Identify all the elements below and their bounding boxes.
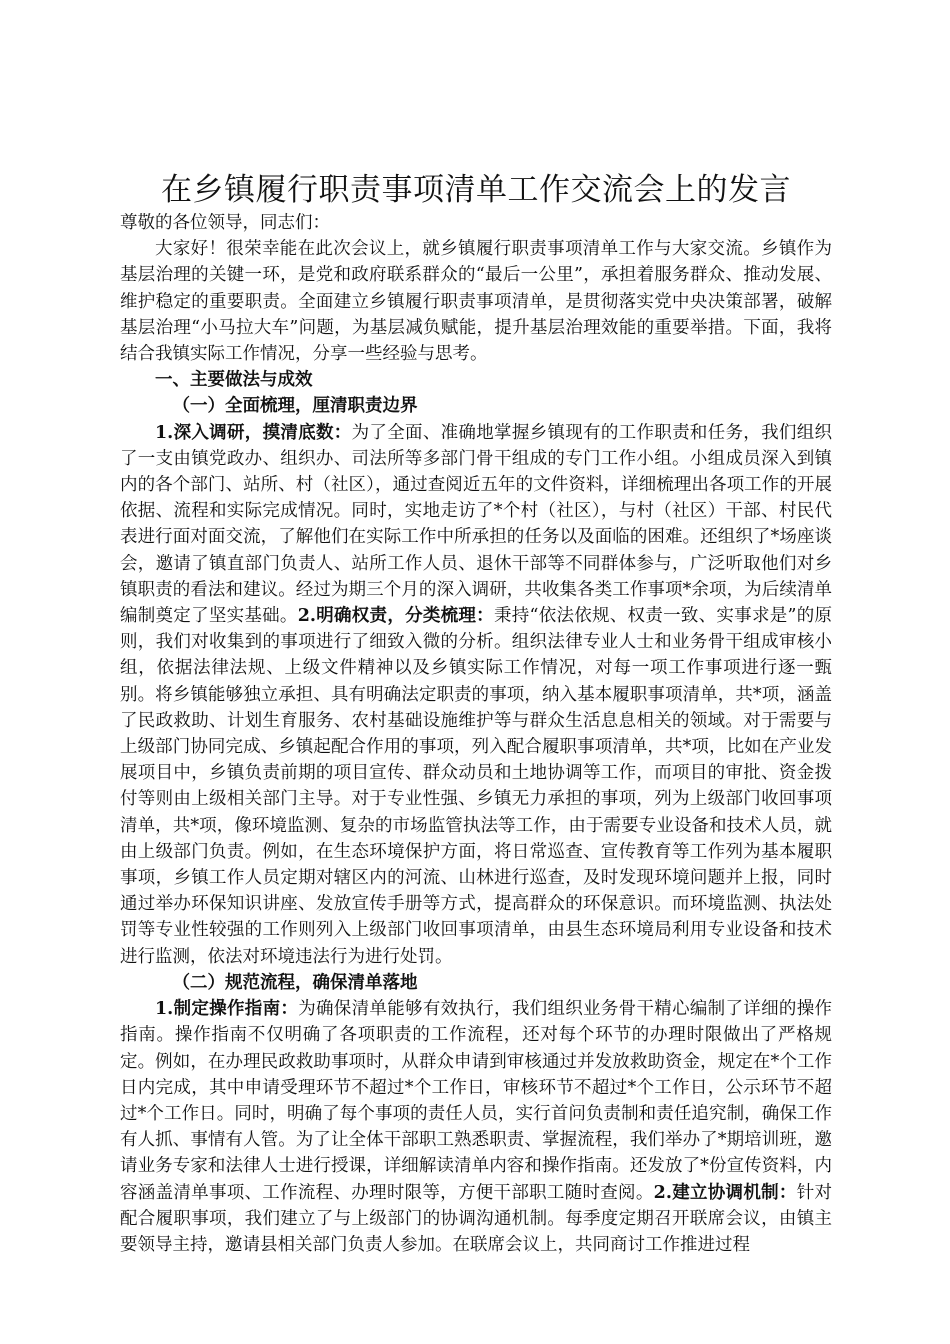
subsection-heading: （二）规范流程，确保清单落地 bbox=[172, 972, 418, 993]
document-title: 在乡镇履行职责事项清单工作交流会上的发言 bbox=[161, 172, 791, 208]
item-text: 为确保清单能够有效执行，我们组织业务骨干精心编制了详细的操作指南。操作指南不仅明确了各项职责的工作流程，还对每个环节的办理时限做出了严格规定。例如，在办理民政救助事项时，从群众申请到审核通过并发放救助资金，规定在*个工作日内完成，其中申请受理环节不超过*个工作日，审核环节不超过*个工作日，公示环节不超过*个工作日。同时，明确了每个事项的责任人员，实行首问负责制和责任追究制，确保工作有人抓、事情有人管。为了让全体干部职工熟悉职责、掌握流程，我们举办了*期培训班，邀请业务专家和法律人士进行授课，详细解读清单内容和操作指南。还发放了*份宣传资料，内容涵盖清单事项、工作流程、办理时限等，方便干部职工随时查阅。 bbox=[120, 999, 832, 1203]
item-title: 2.明确权责，分类梳理： bbox=[297, 606, 494, 627]
item-text: 为了全面、准确地掌握乡镇现有的工作职责和任务，我们组织了一支由镇党政办、组织办、司法所等多部门骨干组成的专门工作小组。小组成员深入到镇内的各个部门、站所、村（社区），通过查阅近五年的文件资料，详细梳理出各项工作的开展依据、流程和实际完成情况。同时，实地走访了*个村（社区），与村（社区）干部、村民代表进行面对面交流，了解他们在实际工作中所承担的任务以及面临的困难。还组织了*场座谈会，邀请了镇直部门负责人、站所工作人员、退休干部等不同群体参与，广泛听取他们对乡镇职责的看法和建议。经过为期三个月的深入调研，共收集各类工作事项*余项，为后续清单编制奠定了坚实基础。 bbox=[120, 422, 832, 627]
body-paragraph bbox=[120, 996, 832, 1258]
item-text: 针对配合履职事项，我们建立了与上级部门的协调沟通机制。每季度定期召开联席会议，由镇主要领导主持，邀请县相关部门负责人参加。在联席会议上，共同商讨工作推进过程 bbox=[120, 1182, 833, 1255]
salutation: 尊敬的各位领导，同志们： bbox=[120, 213, 330, 233]
section-heading: 一、主要做法与成效 bbox=[155, 370, 313, 391]
document-page bbox=[120, 170, 832, 1258]
item-title: 2.建立协调机制： bbox=[653, 1182, 797, 1203]
body-paragraph bbox=[120, 420, 832, 970]
item-text: 秉持“依法依规、权责一致、实事求是”的原则，我们对收集到的事项进行了细致入微的分析。组织法律专业人士和业务骨干组成审核小组，依据法律法规、上级文件精神以及乡镇实际工作情况，对每一项工作事项进行逐一甄别。将乡镇能够独立承担、具有明确法定职责的事项，纳入基本履职事项清单，共*项，涵盖了民政救助、计划生育服务、农村基础设施维护等与群众生活息息相关的领域。对于需要与上级部门协同完成、乡镇起配合作用的事项，列入配合履职事项清单，共*项，比如在产业发展项目中，乡镇负责前期的项目宣传、群众动员和土地协调等工作，而项目的审批、资金拨付等则由上级相关部门主导。对于专业性强、乡镇无力承担的事项，列为上级部门收回事项清单，共*项，像环境监测、复杂的市场监管执法等工作，由于需要专业设备和技术人员，就由上级部门负责。例如，在生态环境保护方面，将日常巡查、宣传教育等工作列为基本履职事项，乡镇工作人员定期对辖区内的河流、山林进行巡查，及时发现环境问题并上报，同时通过举办环保知识讲座、发放宣传手册等方式，提高群众的环保意识。而环境监测、执法处罚等专业性较强的工作则列入上级部门收回事项清单，由县生态环境局利用专业设备和技术进行监测，依法对环境违法行为进行处罚。 bbox=[120, 606, 832, 967]
item-title: 1.深入调研，摸清底数： bbox=[155, 422, 352, 443]
item-title: 1.制定操作指南： bbox=[155, 999, 299, 1020]
intro-paragraph: 大家好！很荣幸能在此次会议上，就乡镇履行职责事项清单工作与大家交流。乡镇作为基层治理的关键一环，是党和政府联系群众的“最后一公里”，承担着服务群众、推动发展、维护稳定的重要职责。全面建立乡镇履行职责事项清单，是贯彻落实党中央决策部署，破解基层治理“小马拉大车”问题，为基层减负赋能，提升基层治理效能的重要举措。下面，我将结合我镇实际工作情况，分享一些经验与思考。 bbox=[120, 239, 832, 365]
subsection-heading: （一）全面梳理，厘清职责边界 bbox=[172, 396, 418, 417]
